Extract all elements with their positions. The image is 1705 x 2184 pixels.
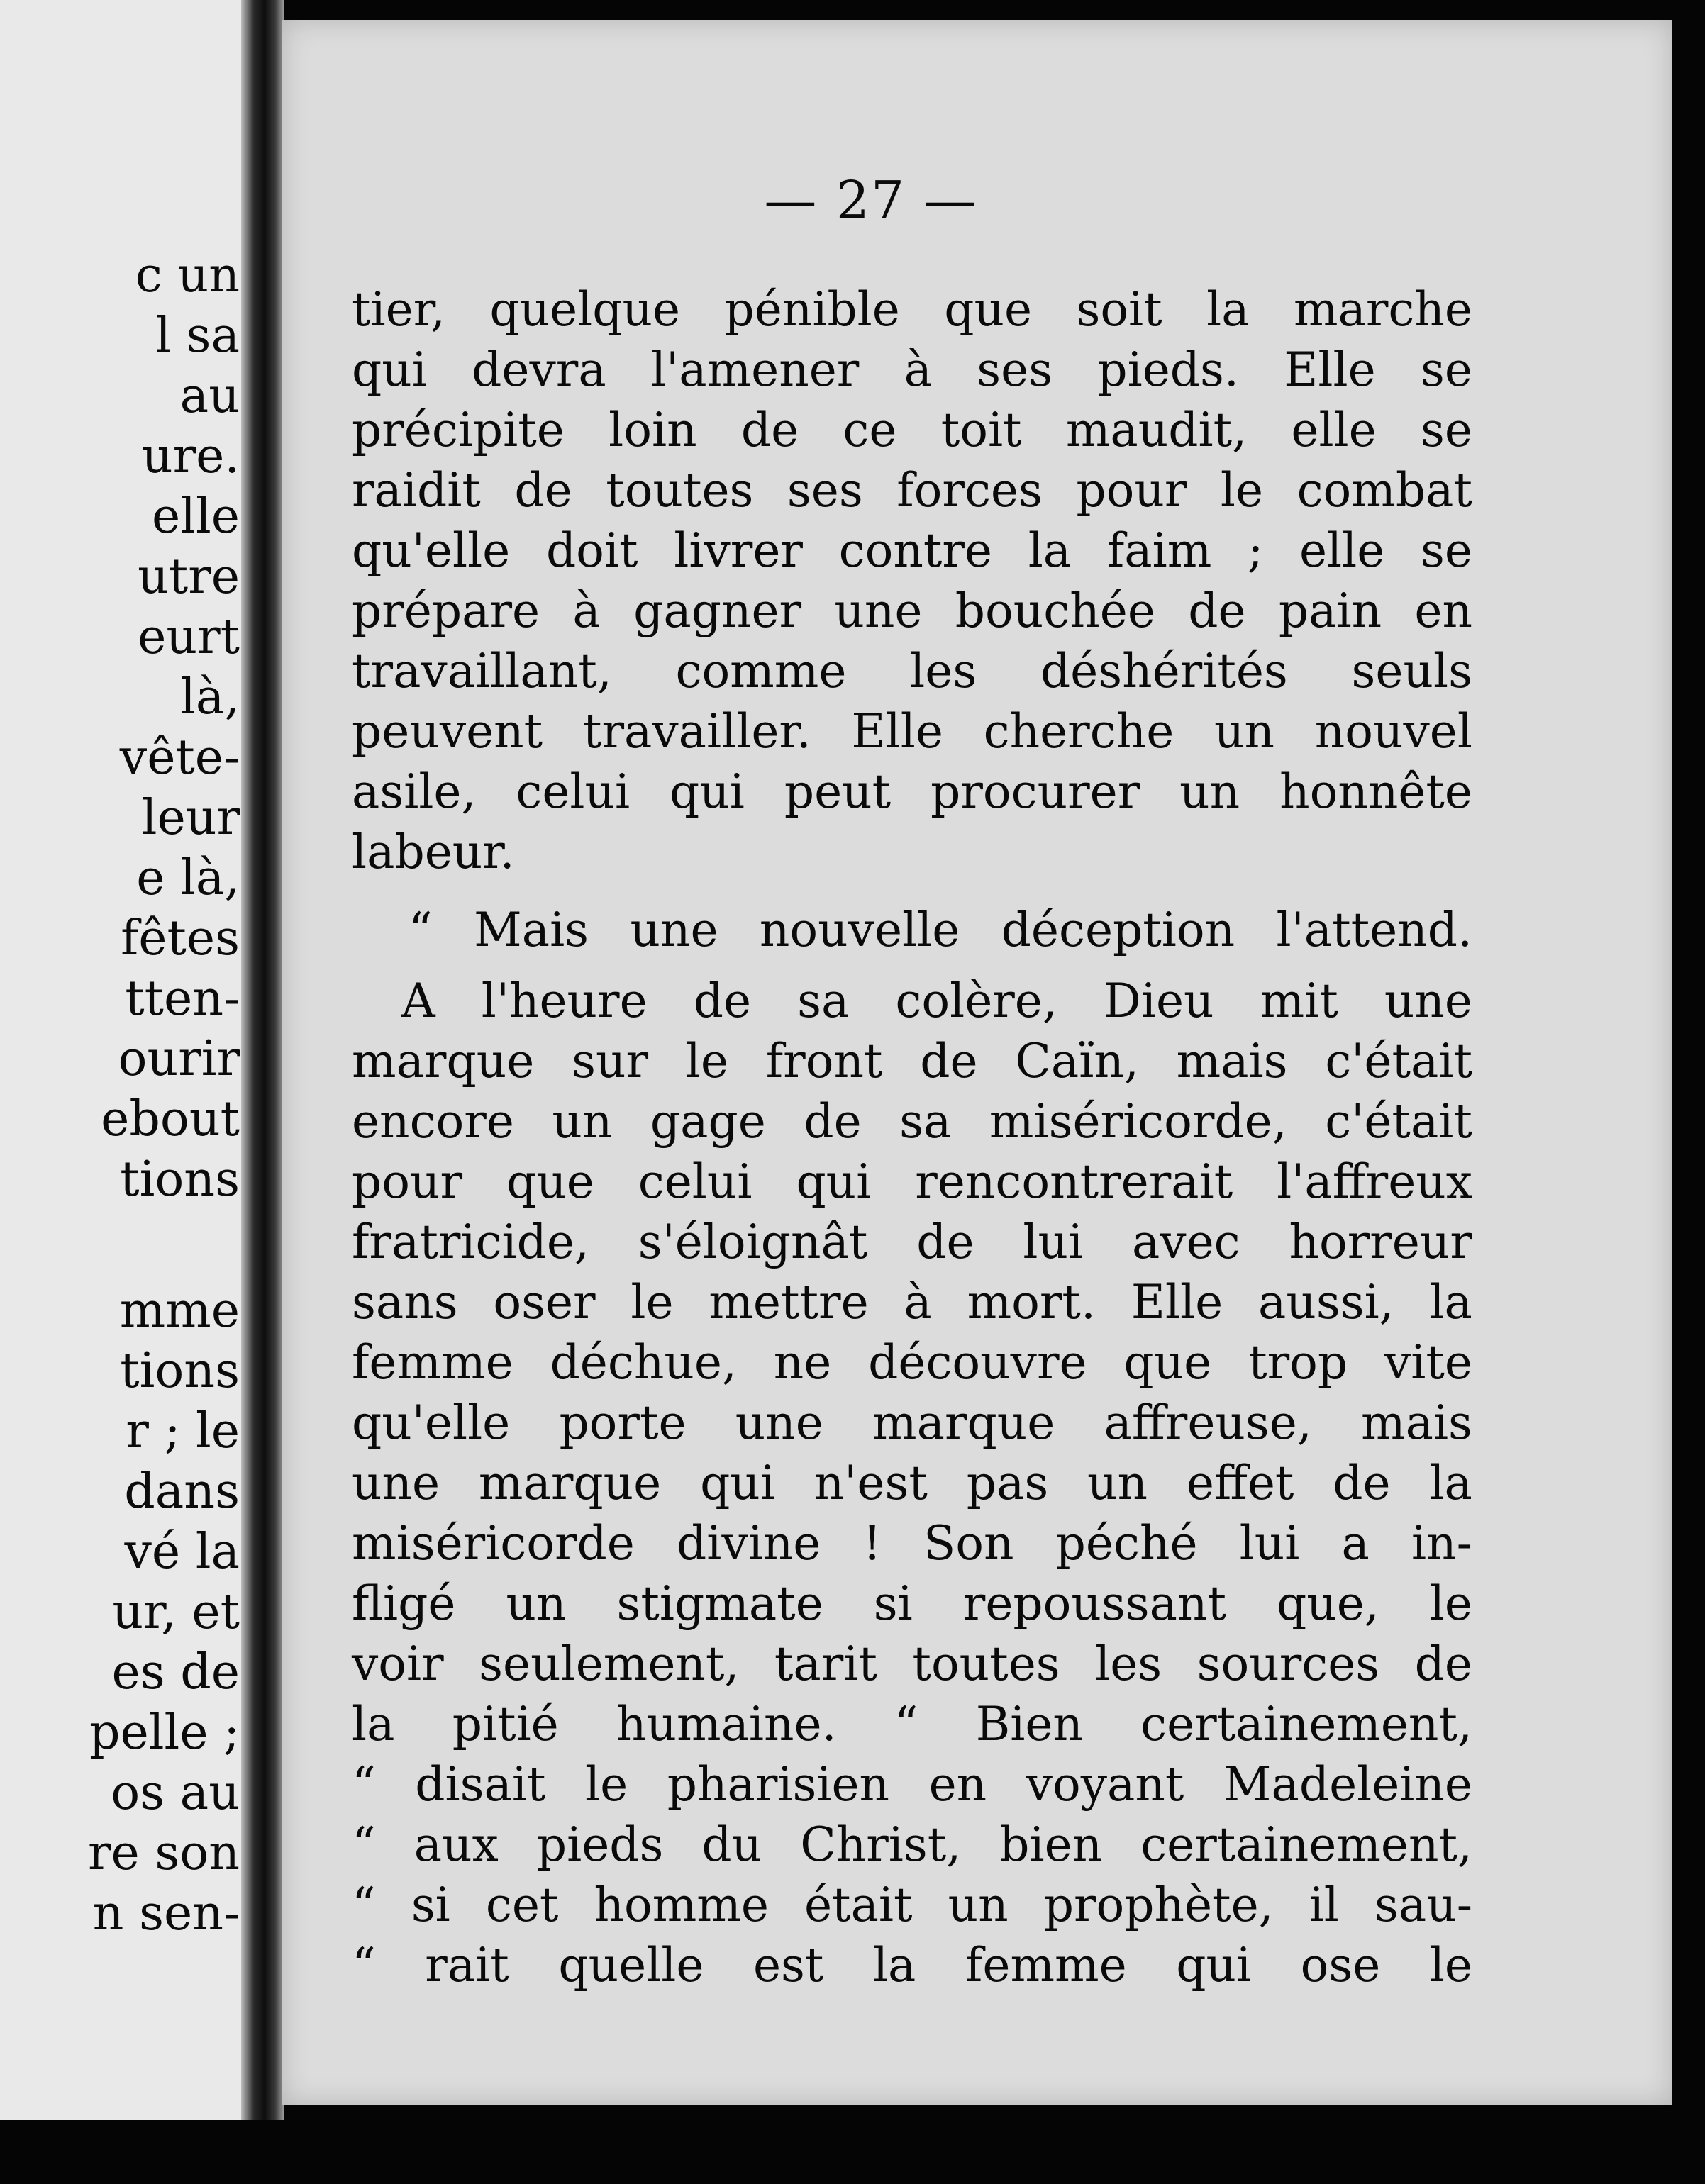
text-line — [352, 1878, 1472, 1934]
word: bien — [999, 1817, 1103, 1872]
word: cet — [485, 1878, 559, 1932]
left-fragment: utre — [138, 549, 240, 605]
word: Elle — [1131, 1275, 1223, 1330]
word: oser — [493, 1275, 596, 1330]
word: la — [352, 1697, 395, 1751]
left-fragment: es de — [111, 1644, 240, 1700]
word: a — [1341, 1516, 1370, 1571]
word: ses — [787, 463, 863, 518]
text-line — [352, 764, 1472, 821]
word: c'était — [1325, 1094, 1472, 1149]
text-line — [352, 1516, 1472, 1573]
left-page — [0, 0, 250, 2120]
text-line — [401, 974, 1472, 1030]
word: aussi, — [1257, 1275, 1394, 1330]
text-line — [352, 1154, 1472, 1211]
left-fragment: vé la — [124, 1524, 240, 1580]
word: qu'elle — [352, 523, 511, 578]
word: en — [928, 1757, 987, 1812]
word: toit — [940, 403, 1022, 457]
word: qui — [352, 342, 427, 397]
word: labeur. — [352, 825, 515, 879]
word: Bien — [975, 1697, 1083, 1751]
left-fragment: eurt — [138, 609, 240, 665]
word: que — [1123, 1335, 1212, 1390]
word: toutes — [912, 1637, 1060, 1691]
text-line — [352, 1335, 1472, 1392]
left-fragment: l sa — [155, 308, 240, 364]
word: l'affreux — [1277, 1154, 1472, 1209]
word: le — [1429, 1576, 1472, 1631]
word: se — [1420, 342, 1472, 397]
left-fragment: n sen- — [92, 1885, 240, 1941]
word: ! — [862, 1516, 882, 1571]
word: s'éloignât — [638, 1215, 868, 1269]
word: Caïn, — [1015, 1034, 1139, 1088]
word: devra — [472, 342, 606, 397]
word: rencontrerait — [915, 1154, 1233, 1209]
word: lui — [1239, 1516, 1300, 1571]
word: pitié — [452, 1697, 559, 1751]
text-line — [352, 584, 1472, 640]
word: ne — [773, 1335, 832, 1390]
left-fragment: e là, — [136, 850, 240, 906]
word: qui — [796, 1154, 872, 1209]
word: ose — [1300, 1938, 1381, 1993]
word: honnête — [1279, 764, 1472, 819]
word: la — [1429, 1275, 1472, 1330]
word: rait — [425, 1938, 509, 1993]
word: elle — [1299, 523, 1385, 578]
word: celui — [516, 764, 631, 819]
word: lui — [1023, 1215, 1084, 1269]
left-fragment: ourir — [118, 1031, 240, 1087]
text-line — [352, 523, 1472, 580]
word: elle — [1291, 403, 1377, 457]
word: miséricorde — [352, 1516, 635, 1571]
left-fragment: tten- — [125, 971, 240, 1027]
word: combat — [1296, 463, 1472, 518]
word: toutes — [606, 463, 754, 518]
word: n'est — [813, 1456, 928, 1510]
word: repoussant — [962, 1576, 1226, 1631]
word: asile, — [352, 764, 477, 819]
left-fragment: leur — [141, 790, 240, 846]
word: était — [804, 1878, 913, 1932]
word: les — [1095, 1637, 1162, 1691]
left-fragment: dans — [124, 1464, 240, 1520]
word: porte — [559, 1395, 687, 1450]
word: Christ, — [800, 1817, 962, 1872]
text-line — [352, 704, 1472, 761]
word: sa — [797, 974, 850, 1028]
word: soit — [1076, 282, 1162, 337]
word: horreur — [1289, 1215, 1472, 1269]
word: il — [1309, 1878, 1339, 1932]
word: livrer — [674, 523, 803, 578]
word: forces — [896, 463, 1043, 518]
word: front — [765, 1034, 883, 1088]
word: le — [631, 1275, 674, 1330]
text-line — [352, 1817, 1472, 1874]
word: de — [1333, 1456, 1391, 1510]
text-line — [352, 1215, 1472, 1271]
word: mettre — [709, 1275, 869, 1330]
word: nouvelle — [759, 903, 960, 957]
word: contre — [838, 523, 992, 578]
word: miséricorde, — [989, 1094, 1287, 1149]
word: vite — [1384, 1335, 1472, 1390]
text-line — [352, 403, 1472, 459]
word: celui — [638, 1154, 752, 1209]
word: bouchée — [955, 584, 1155, 638]
word: sources — [1196, 1637, 1380, 1691]
word: à — [904, 342, 932, 397]
text-line — [352, 1275, 1472, 1332]
word: déception — [1001, 903, 1235, 957]
word: une — [1384, 974, 1472, 1028]
word: Elle — [1284, 342, 1376, 397]
word: de — [1414, 1637, 1472, 1691]
word: certainement, — [1140, 1697, 1472, 1751]
word: le — [1220, 463, 1264, 518]
word: c'était — [1325, 1034, 1472, 1088]
word: “ — [352, 1817, 376, 1872]
word: pénible — [724, 282, 900, 337]
word: une — [352, 1456, 440, 1510]
word: la — [1429, 1456, 1472, 1510]
word: comme — [675, 644, 847, 698]
word: tier, — [352, 282, 445, 337]
text-line — [352, 1395, 1472, 1452]
word: mais — [1361, 1395, 1472, 1450]
word: “ — [352, 1757, 376, 1812]
word: une — [735, 1395, 823, 1450]
left-fragment: os au — [111, 1765, 240, 1821]
word: si — [873, 1576, 913, 1631]
word: quelque — [489, 282, 681, 337]
word: un — [552, 1094, 613, 1149]
word: humaine. — [616, 1697, 837, 1751]
text-line — [352, 1757, 1472, 1814]
word: découvre — [868, 1335, 1087, 1390]
word: qui — [1176, 1938, 1252, 1993]
word: raidit — [352, 463, 481, 518]
word: Elle — [851, 704, 943, 759]
word: loin — [609, 403, 697, 457]
word: pharisien — [667, 1757, 890, 1812]
word: colère, — [895, 974, 1057, 1028]
word: pour — [1076, 463, 1187, 518]
word: le — [585, 1757, 628, 1812]
word: fligé — [352, 1576, 456, 1631]
word: gage — [650, 1094, 766, 1149]
right-page — [282, 20, 1672, 2105]
word: aux — [413, 1817, 499, 1872]
word: pain — [1278, 584, 1382, 638]
text-line — [352, 825, 1472, 881]
word: la — [872, 1938, 916, 1993]
word: femme — [352, 1335, 513, 1390]
word: un — [948, 1878, 1009, 1932]
word: trop — [1248, 1335, 1348, 1390]
word: mort. — [967, 1275, 1096, 1330]
word: que, — [1277, 1576, 1379, 1631]
word: doit — [545, 523, 638, 578]
word: de — [804, 1094, 862, 1149]
word: qu'elle — [352, 1395, 511, 1450]
text-line — [352, 1697, 1472, 1754]
word: en — [1414, 584, 1472, 638]
word: “ — [352, 1878, 376, 1932]
word: travailler. — [582, 704, 811, 759]
text-line — [352, 1456, 1472, 1512]
word: nouvel — [1314, 704, 1472, 759]
word: un — [1214, 704, 1275, 759]
word: homme — [594, 1878, 769, 1932]
left-fragment: là, — [180, 669, 240, 725]
word: se — [1420, 403, 1472, 457]
word: Mais — [474, 903, 589, 957]
text-line — [352, 1637, 1472, 1693]
word: ; — [1248, 523, 1264, 578]
word: le — [685, 1034, 728, 1088]
left-fragment: elle — [152, 489, 240, 545]
left-fragment: vête- — [119, 730, 240, 786]
word: prépare — [352, 584, 540, 638]
text-line — [352, 1576, 1472, 1633]
word: mit — [1260, 974, 1338, 1028]
word: ses — [977, 342, 1053, 397]
word: Madeleine — [1223, 1757, 1472, 1812]
word: qui — [670, 764, 745, 819]
word: péché — [1055, 1516, 1198, 1571]
word: à — [904, 1275, 932, 1330]
text-line — [352, 342, 1472, 399]
word: faim — [1106, 523, 1212, 578]
left-fragment: re son — [88, 1825, 240, 1881]
word: le — [1429, 1938, 1472, 1993]
word: que — [506, 1154, 594, 1209]
word: quelle — [558, 1938, 704, 1993]
word: divine — [676, 1516, 821, 1571]
word: voir — [352, 1637, 444, 1691]
page-number: — 27 — — [764, 170, 978, 231]
word: la — [1028, 523, 1072, 578]
word: qui — [700, 1456, 775, 1510]
word: une — [630, 903, 718, 957]
word: ce — [843, 403, 897, 457]
word: mais — [1176, 1034, 1288, 1088]
text-line — [352, 644, 1472, 701]
left-fragment: c un — [135, 247, 240, 303]
text-line — [352, 1938, 1472, 1995]
word: un — [506, 1576, 567, 1631]
word: prophète, — [1043, 1878, 1274, 1932]
word: disait — [415, 1757, 546, 1812]
word: travaillant, — [352, 644, 612, 698]
word: l'attend. — [1276, 903, 1472, 957]
word: maudit, — [1065, 403, 1248, 457]
left-fragment: fêtes — [121, 910, 240, 966]
text-line — [352, 1094, 1472, 1151]
left-fragment: tions — [120, 1152, 240, 1208]
word: les — [910, 644, 977, 698]
word: marque — [478, 1456, 662, 1510]
word: sans — [352, 1275, 458, 1330]
word: de — [920, 1034, 978, 1088]
word: marque — [352, 1034, 535, 1088]
word: Son — [923, 1516, 1014, 1571]
word: de — [514, 463, 572, 518]
left-fragment: mme — [119, 1283, 240, 1339]
text-line — [352, 282, 1472, 339]
word: fratricide, — [352, 1215, 589, 1269]
word: que — [944, 282, 1033, 337]
word: de — [916, 1215, 974, 1269]
word: marche — [1293, 282, 1472, 337]
word: à — [572, 584, 601, 638]
left-fragment: ure. — [141, 428, 240, 484]
word: déchue, — [550, 1335, 737, 1390]
word: l'heure — [481, 974, 648, 1028]
word: une — [834, 584, 923, 638]
word: la — [1206, 282, 1250, 337]
left-fragment: ur, et — [112, 1584, 240, 1640]
word: cherche — [983, 704, 1174, 759]
word: peut — [784, 764, 892, 819]
word: voyant — [1026, 1757, 1184, 1812]
left-fragment: pelle ; — [89, 1705, 240, 1761]
word: un — [1179, 764, 1240, 819]
word: gagner — [633, 584, 802, 638]
word: “ — [409, 903, 433, 957]
word: se — [1421, 523, 1472, 578]
text-line — [409, 903, 1472, 959]
word: certainement, — [1140, 1817, 1472, 1872]
word: effet — [1186, 1456, 1294, 1510]
word: marque — [872, 1395, 1055, 1450]
word: peuvent — [352, 704, 543, 759]
left-fragment: ebout — [101, 1091, 240, 1147]
word: avec — [1131, 1215, 1240, 1269]
word: de — [693, 974, 752, 1028]
word: est — [752, 1938, 824, 1993]
word: sur — [572, 1034, 649, 1088]
word: de — [740, 403, 799, 457]
word: affreuse, — [1104, 1395, 1312, 1450]
word: seulement, — [479, 1637, 740, 1691]
word: femme — [965, 1938, 1127, 1993]
word: du — [701, 1817, 762, 1872]
text-line — [352, 463, 1472, 520]
word: tarit — [774, 1637, 877, 1691]
word: pieds. — [1097, 342, 1239, 397]
text-line — [352, 1034, 1472, 1091]
word: précipite — [352, 403, 565, 457]
word: seuls — [1351, 644, 1472, 698]
word: encore — [352, 1094, 514, 1149]
word: un — [1087, 1456, 1148, 1510]
word: sau- — [1374, 1878, 1472, 1932]
word: “ — [894, 1697, 918, 1751]
word: procurer — [931, 764, 1140, 819]
left-fragment: r ; le — [126, 1403, 240, 1459]
word: Dieu — [1103, 974, 1214, 1028]
word: de — [1188, 584, 1246, 638]
word: “ — [352, 1938, 376, 1993]
word: sa — [899, 1094, 952, 1149]
left-fragment: tions — [120, 1343, 240, 1399]
word: déshérités — [1040, 644, 1288, 698]
word: A — [401, 974, 435, 1028]
left-fragment: au — [179, 368, 240, 424]
word: si — [411, 1878, 450, 1932]
word: pour — [352, 1154, 463, 1209]
word: l'amener — [650, 342, 860, 397]
word: stigmate — [616, 1576, 823, 1631]
word: pieds — [536, 1817, 664, 1872]
book-gutter — [241, 0, 284, 2120]
word: in- — [1411, 1516, 1472, 1571]
word: pas — [966, 1456, 1049, 1510]
